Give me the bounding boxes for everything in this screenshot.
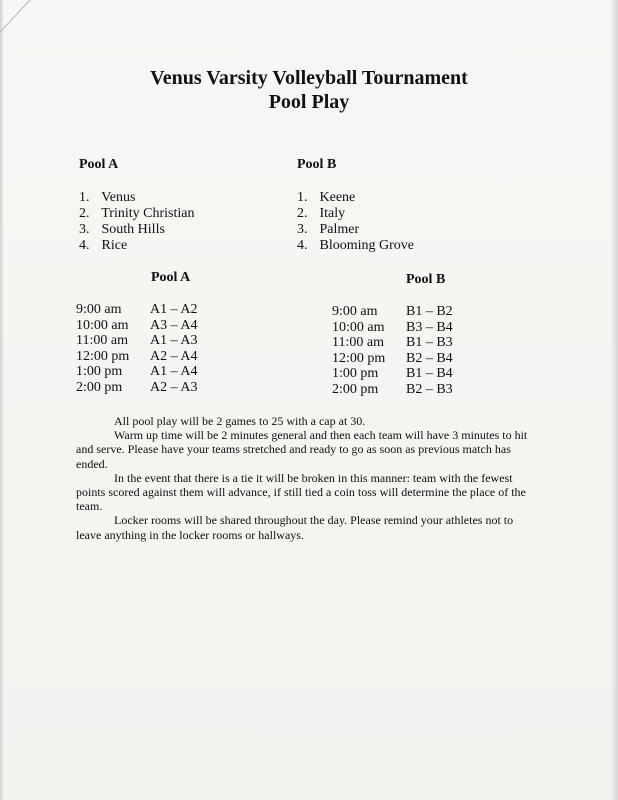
schedule-row xyxy=(76,302,197,318)
schedule-row xyxy=(76,380,197,396)
schedule-row xyxy=(332,351,453,367)
pool-a-heading: Pool A xyxy=(79,157,119,172)
schedule-row xyxy=(76,333,197,349)
match-time: 9:00 am xyxy=(76,302,122,317)
note-paragraph: Warm up time will be 2 minutes general and then each team will have 3 minutes to hit and serve. Please have your teams stretched and ready to go as soon as previous match has ended. xyxy=(76,428,528,471)
team-name: South Hills xyxy=(101,222,165,237)
team-name: Keene xyxy=(319,190,356,205)
scan-edge-left xyxy=(0,0,4,800)
match-pairing: B1 – B2 xyxy=(406,304,453,319)
match-time: 2:00 pm xyxy=(76,379,123,395)
match-time: 12:00 pm xyxy=(76,348,130,364)
team-name: Italy xyxy=(319,206,346,221)
match-time: 1:00 pm xyxy=(76,364,123,380)
match-time: 10:00 am xyxy=(332,319,385,335)
team-list-item xyxy=(297,206,414,222)
match-pairing: A1 – A3 xyxy=(150,333,198,349)
match-pairing: B1 – B3 xyxy=(406,335,453,351)
pool-b-team-list xyxy=(297,190,414,254)
match-pairing: B2 – B4 xyxy=(406,350,453,366)
match-time: 11:00 am xyxy=(76,333,128,349)
team-number: 4. xyxy=(79,238,90,253)
match-pairing: A1 – A4 xyxy=(150,364,198,380)
schedule-a-list xyxy=(76,302,197,396)
match-pairing: A1 – A2 xyxy=(150,302,198,317)
schedule-row xyxy=(332,382,453,398)
match-pairing: A3 – A4 xyxy=(150,317,198,333)
match-pairing: B2 – B3 xyxy=(406,381,453,397)
tournament-notes xyxy=(76,414,536,542)
match-time: 12:00 pm xyxy=(332,350,386,366)
team-list-item xyxy=(79,222,194,238)
team-name: Rice xyxy=(101,238,128,253)
team-name: Palmer xyxy=(319,222,360,237)
page-title: Venus Varsity Volleyball Tournament xyxy=(150,67,468,89)
note-paragraph: Locker rooms will be shared throughout the day. Please remind your athletes not to leave anything in the locker rooms or hallways. xyxy=(76,513,514,542)
schedule-row xyxy=(332,320,453,336)
team-list-item xyxy=(79,206,194,222)
team-name: Trinity Christian xyxy=(101,206,195,221)
schedule-row xyxy=(76,349,197,365)
schedule-row xyxy=(332,366,453,382)
schedule-row xyxy=(332,304,453,320)
match-time: 9:00 am xyxy=(332,304,378,319)
team-list-item xyxy=(297,190,414,206)
schedule-row xyxy=(332,335,453,351)
pool-a-team-list xyxy=(79,190,194,254)
note-paragraph: In the event that there is a tie it will be broken in this manner: team with the fewest points scored against them will advance, if still tied a coin toss will determine the place of the team. xyxy=(76,470,526,514)
match-time: 11:00 am xyxy=(332,335,384,351)
page-subtitle: Pool Play xyxy=(268,91,350,113)
folded-corner-mark xyxy=(0,0,40,40)
match-time: 10:00 am xyxy=(76,317,129,333)
match-pairing: B3 – B4 xyxy=(406,319,453,335)
team-list-item xyxy=(79,190,194,206)
team-number: 1. xyxy=(297,190,308,205)
pool-b-heading: Pool B xyxy=(297,157,337,172)
match-time: 1:00 pm xyxy=(332,366,379,382)
team-number: 2. xyxy=(297,206,308,221)
schedule-a-heading: Pool A xyxy=(151,270,191,285)
note-paragraph: All pool play will be 2 games to 25 with a cap at 30. xyxy=(114,414,366,428)
team-number: 4. xyxy=(297,238,308,253)
schedule-b-heading: Pool B xyxy=(406,272,446,287)
team-number: 3. xyxy=(297,222,308,237)
match-pairing: A2 – A3 xyxy=(150,379,198,395)
team-name: Blooming Grove xyxy=(319,238,414,253)
team-name: Venus xyxy=(101,190,136,205)
team-number: 2. xyxy=(79,206,90,221)
match-pairing: A2 – A4 xyxy=(150,348,198,364)
scan-edge-right xyxy=(610,0,618,800)
match-pairing: B1 – B4 xyxy=(406,366,453,382)
schedule-row xyxy=(76,318,197,334)
team-number: 1. xyxy=(79,190,90,205)
schedule-row xyxy=(76,364,197,380)
match-time: 2:00 pm xyxy=(332,381,379,397)
team-list-item xyxy=(79,238,194,254)
team-number: 3. xyxy=(79,222,90,237)
schedule-b-list xyxy=(332,304,453,398)
team-list-item xyxy=(297,238,414,254)
team-list-item xyxy=(297,222,414,238)
